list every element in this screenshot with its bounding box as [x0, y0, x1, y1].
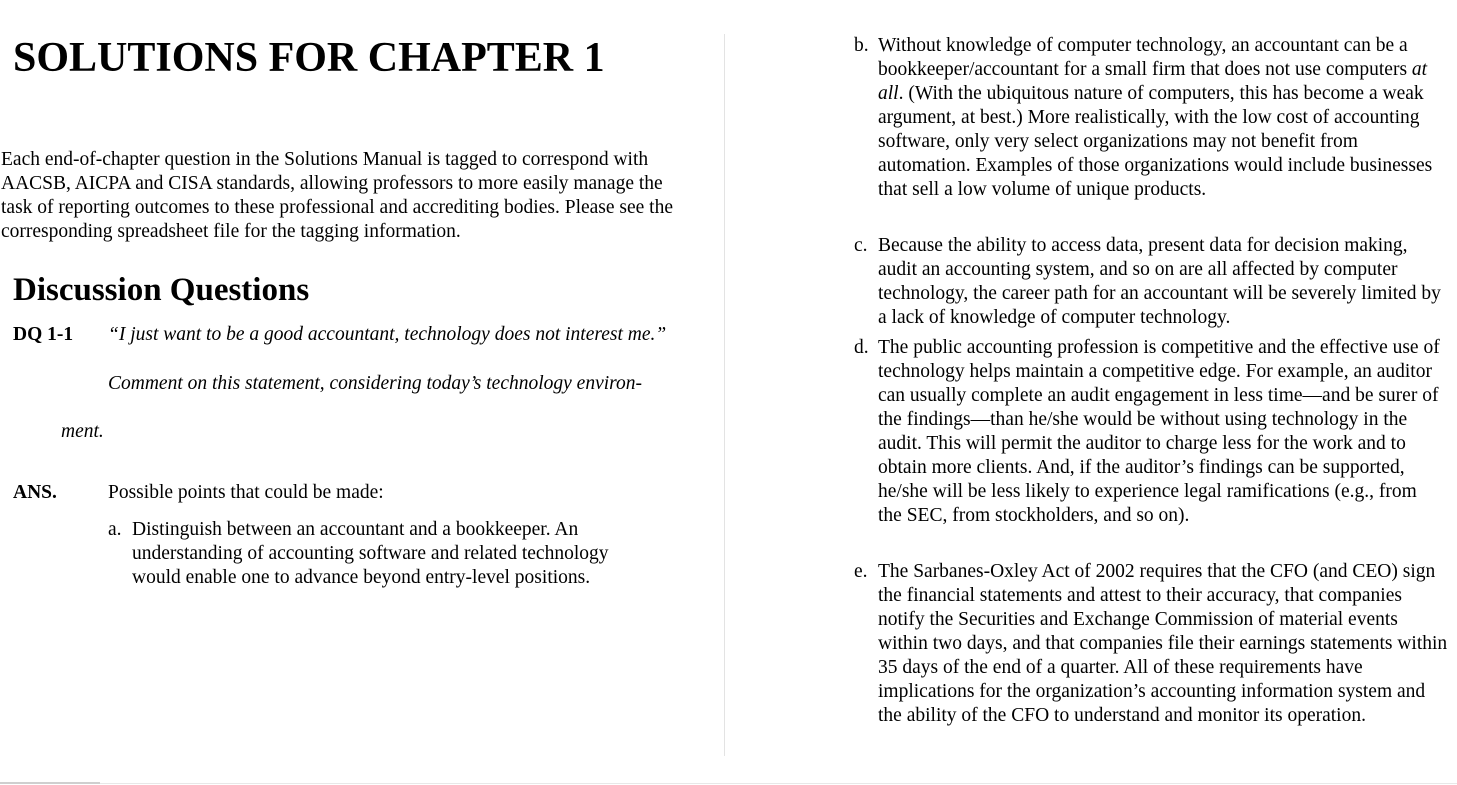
point-emphasis: at all [878, 59, 1428, 104]
answer-point-e [854, 560, 1452, 728]
point-letter: b. [854, 35, 869, 56]
answer-label: ANS. [13, 482, 57, 503]
point-letter: a. [108, 519, 122, 540]
point-text-after: . (With the ubiquitous nature of computers, this has become a weak argument, at best.) More realistically, with the low cost of accounting software, only very select organizations may not benefit from automation. Examples of those organizations would include businesses that sell a low volume of unique products. [878, 83, 1433, 200]
section-title: Discussion Questions [13, 272, 310, 308]
point-text: Distinguish between an accountant and a bookkeeper. An understanding of accounting software and related technology would enable one to advance beyond entry-level positions. [132, 519, 609, 588]
point-letter: e. [854, 561, 868, 582]
point-letter: c. [854, 235, 868, 256]
point-text [878, 34, 1444, 202]
answer-point-a [108, 518, 653, 590]
answer-point-d [854, 336, 1444, 528]
answer-point-b [854, 34, 1444, 202]
point-text: Because the ability to access data, present data for decision making, audit an accounting system, and so on are all affected by computer technology, the career path for an accountant will be severely limited by a lack of knowledge of computer technology. [878, 235, 1441, 328]
column-divider [724, 34, 725, 756]
answer-point-c [854, 234, 1444, 330]
question-text: “I just want to be a good accountant, technology does not interest me.” [108, 324, 667, 345]
question-label: DQ 1-1 [13, 324, 74, 345]
point-text-before: Without knowledge of computer technology, an accountant can be a bookkeeper/accountant for a small firm that does not use computers [878, 35, 1412, 80]
intro-paragraph: Each end-of-chapter question in the Solutions Manual is tagged to correspond with AACSB, AICPA and CISA standards, allowing professors to more easily manage the task of reporting outcomes to these professional and accrediting bodies. Please see the corresponding spreadsheet file for the tagging information. [1, 149, 674, 242]
chapter-title: SOLUTIONS FOR CHAPTER 1 [13, 35, 605, 81]
point-text: The public accounting profession is competitive and the effective use of technology helps maintain a competitive edge. For example, an auditor can usually complete an audit engagement in less time—and be surer of the findings—than he/she would be without using technology in the audit. This will permit the auditor to charge less for the work and to obtain more clients. And, if the auditor’s findings can be supported, he/she will be less likely to experience legal ramifications (e.g., from the SEC, from stockholders, and so on). [878, 337, 1440, 526]
answer-intro: Possible points that could be made: [108, 482, 384, 503]
page-bottom-rule [0, 783, 1457, 784]
point-letter: d. [854, 337, 869, 358]
question-comment: Comment on this statement, considering today’s technology environ- [108, 373, 643, 394]
point-text: The Sarbanes-Oxley Act of 2002 requires that the CFO (and CEO) sign the financial statements and attest to their accuracy, that companies notify the Securities and Exchange Commission of material events within two days, and that companies file their earnings statements within 35 days of the end of a quarter. All of these requirements have implications for the organization’s accounting information system and the ability of the CFO to understand and monitor its operation. [878, 561, 1448, 726]
page-bottom-rule-accent [0, 782, 100, 784]
question-comment-tail: ment. [61, 421, 104, 442]
